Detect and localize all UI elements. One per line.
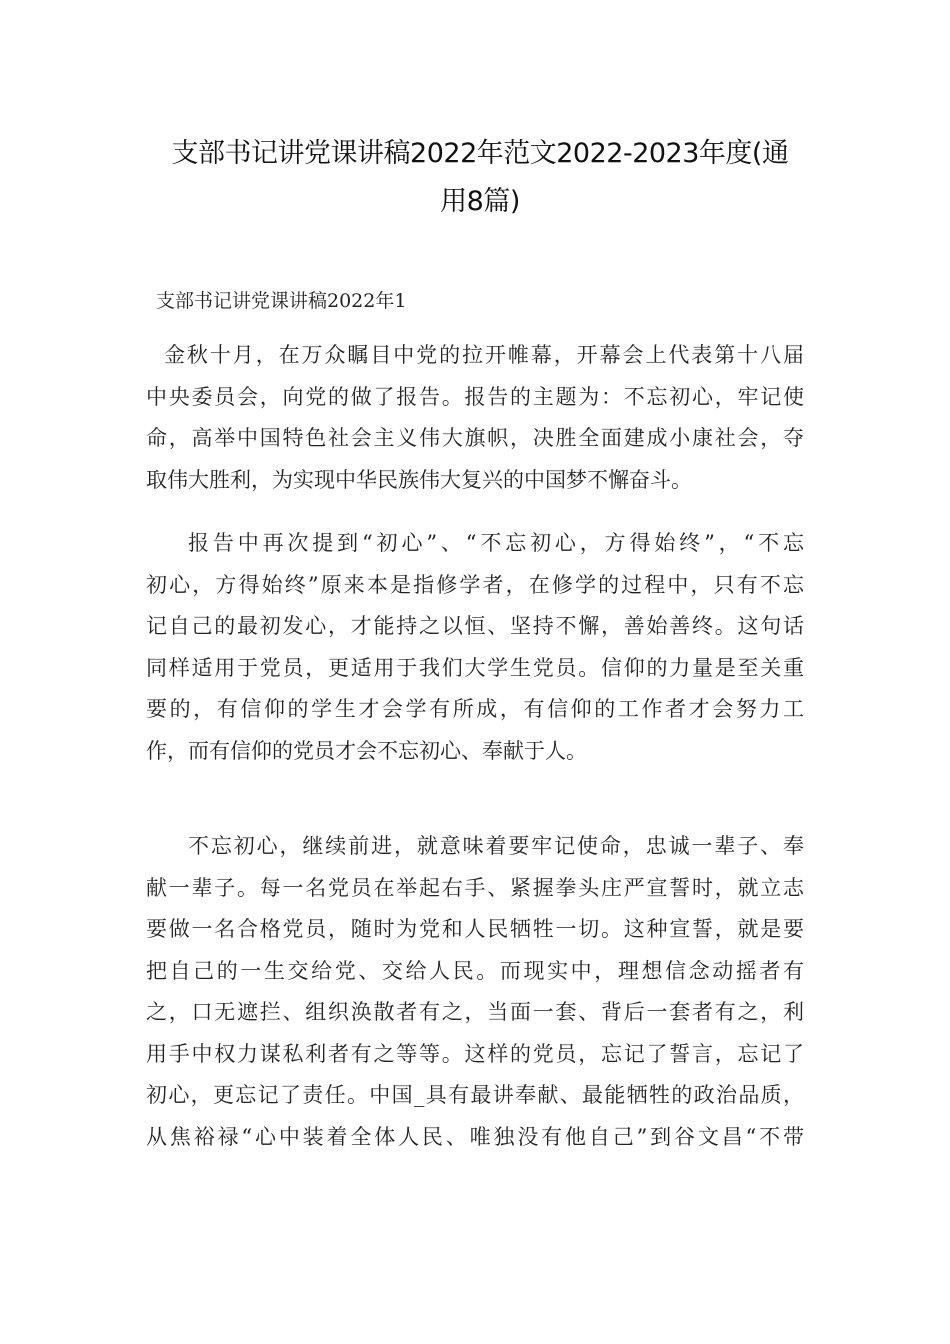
title-line-1: 支部书记讲党课讲稿2022年范文2022-2023年度(通 — [171, 138, 789, 169]
paragraph-2 — [146, 523, 804, 772]
paragraph-1 — [146, 335, 804, 501]
paragraph-line: 命，高举中国特色社会主义伟大旗帜，决胜全面建成小康社会，夺 — [146, 426, 804, 450]
paragraph-line: 从焦裕禄“心中装着全体人民、唯独没有他自己”到谷文昌“不带 — [146, 1124, 804, 1149]
paragraph-line: 把自己的一生交给党、交给人民。而现实中，理想信念动摇者有 — [146, 958, 804, 983]
paragraph-line: 作，而有信仰的党员才会不忘初心、奉献于人。 — [146, 738, 587, 763]
paragraph-line: 要做一名合格党员，随时为党和人民牺牲一切。这种宣誓，就是要 — [146, 917, 804, 941]
document-title — [150, 130, 810, 226]
paragraph-line: 报告中再次提到“初心”、“不忘初心，方得始终”，“不忘 — [188, 531, 804, 555]
paragraph-line: 初心，更忘记了责任。中国_具有最讲奉献、最能牺牲的政治品质， — [146, 1083, 804, 1107]
paragraph-line: 同样适用于党员，更适用于我们大学生党员。信仰的力量是至关重 — [146, 655, 804, 680]
paragraph-line: 中央委员会，向党的做了报告。报告的主题为：不忘初心，牢记使 — [146, 384, 804, 409]
paragraph-3 — [146, 826, 804, 1158]
paragraph-line: 之，口无遮拦、组织涣散者有之，当面一套、背后一套者有之，利 — [146, 1000, 804, 1024]
paragraph-line: 献一辈子。每一名党员在举起右手、紧握拳头庄严宣誓时，就立志 — [146, 875, 804, 900]
title-line-2: 用8篇) — [440, 186, 520, 217]
paragraph-line: 取伟大胜利，为实现中华民族伟大复兴的中国梦不懈奋斗。 — [146, 467, 692, 492]
paragraph-line: 要的，有信仰的学生才会学有所成，有信仰的工作者才会努力工 — [146, 697, 804, 721]
paragraph-line: 记自己的最初发心，才能持之以恒、坚持不懈，善始善终。这句话 — [146, 614, 804, 638]
paragraph-line: 用手中权力谋私利者有之等等。这样的党员，忘记了誓言，忘记了 — [146, 1041, 804, 1066]
paragraph-line: 金秋十月，在万众瞩目中党的拉开帷幕，开幕会上代表第十八届 — [164, 343, 804, 367]
section-heading: 支部书记讲党课讲稿2022年1 — [156, 290, 407, 312]
paragraph-line: 不忘初心，继续前进，就意味着要牢记使命，忠诚一辈子、奉 — [188, 834, 804, 858]
paragraph-line: 初心，方得始终”原来本是指修学者，在修学的过程中，只有不忘 — [146, 572, 804, 597]
